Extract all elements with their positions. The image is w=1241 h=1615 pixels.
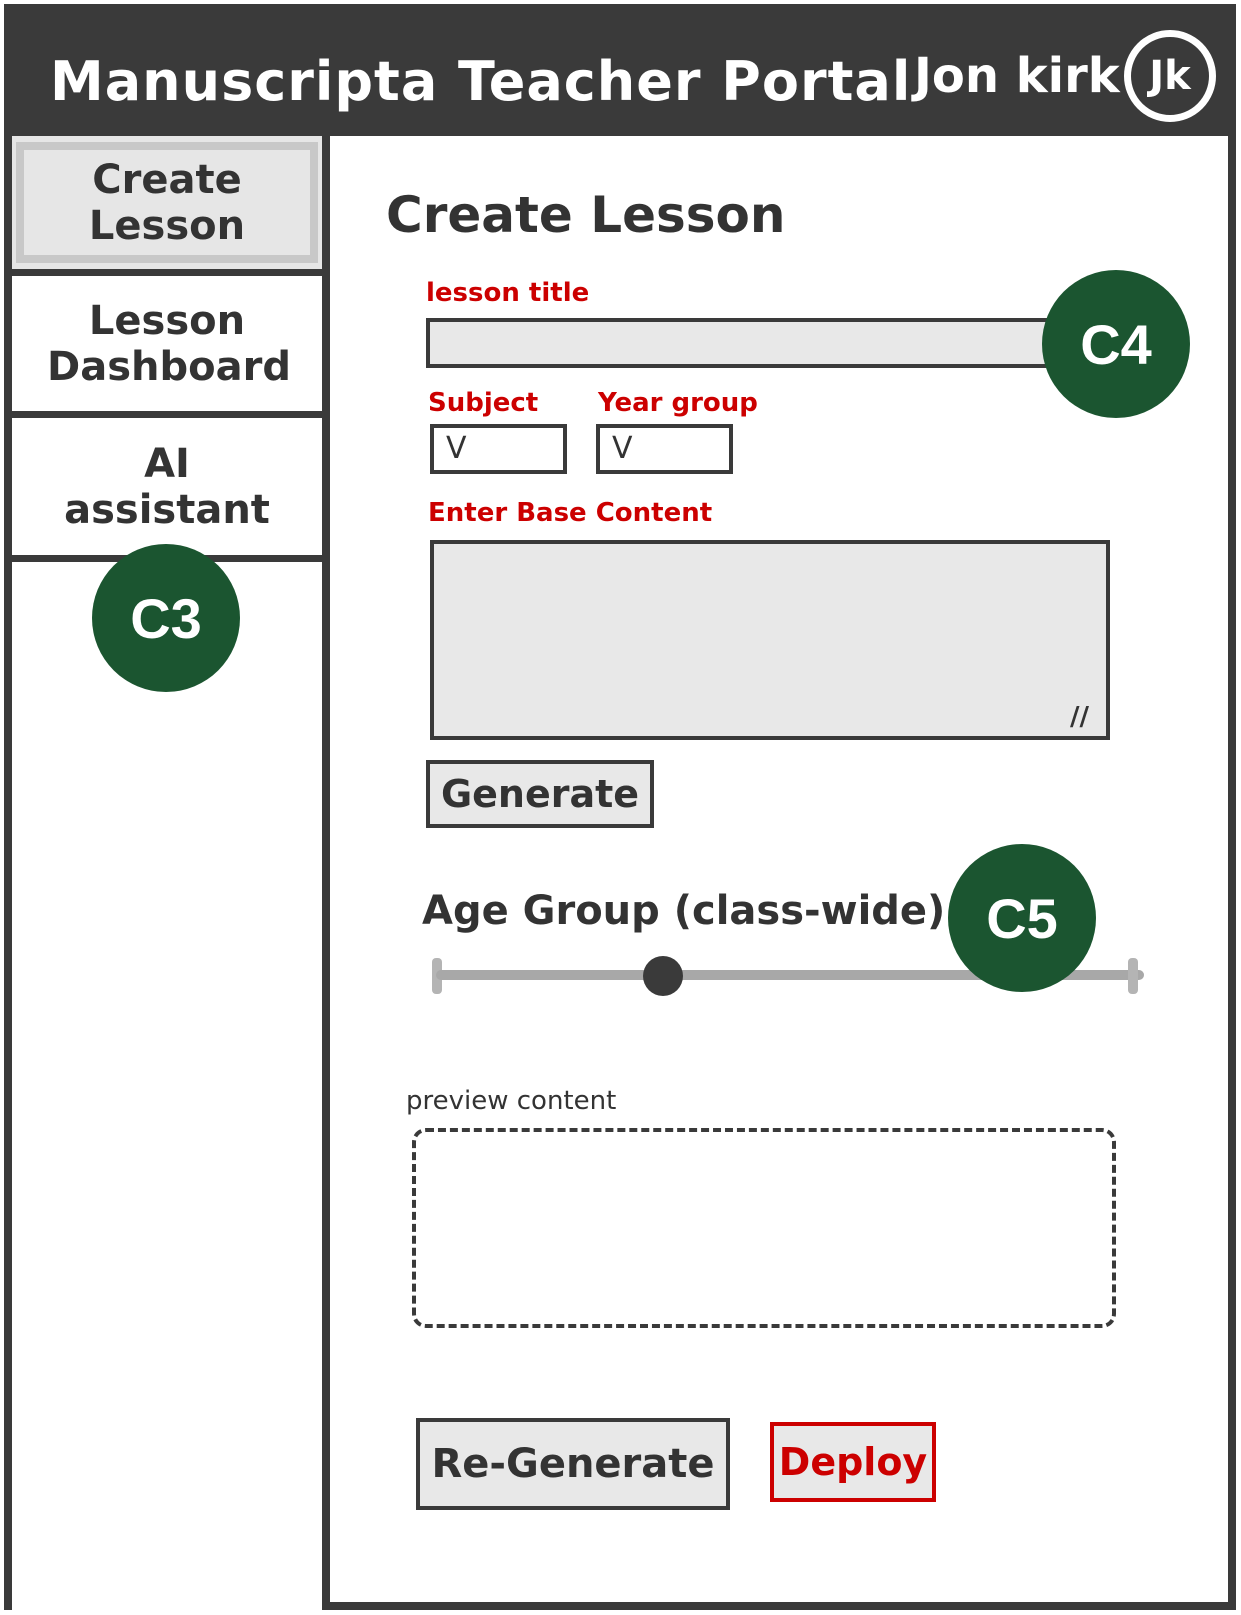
resize-handle-icon[interactable]: // — [1070, 702, 1089, 732]
chevron-down-icon: V — [612, 431, 633, 466]
annotation-badge-c5: C5 — [948, 844, 1096, 992]
slider-max-cap — [1128, 958, 1138, 994]
avatar[interactable]: Jk — [1124, 30, 1216, 122]
user-name[interactable]: Jon kirk — [914, 48, 1120, 104]
app-window — [4, 4, 1236, 1610]
preview-label: preview content — [406, 1086, 617, 1116]
age-group-label: Age Group (class-wide) — [422, 888, 946, 934]
sidebar-item-ai-assistant[interactable] — [12, 418, 322, 562]
preview-content-area — [412, 1128, 1116, 1328]
year-group-label: Year group — [598, 388, 758, 418]
sidebar — [12, 136, 330, 1610]
sidebar-item-label: AI assistant — [64, 440, 270, 533]
page-title: Create Lesson — [386, 186, 786, 244]
chevron-down-icon: V — [446, 431, 467, 466]
base-content-label: Enter Base Content — [428, 498, 713, 528]
subject-label: Subject — [428, 388, 539, 418]
regenerate-button[interactable]: Re-Generate — [416, 1418, 730, 1510]
annotation-badge-c4: C4 — [1042, 270, 1190, 418]
deploy-button[interactable]: Deploy — [770, 1422, 936, 1502]
age-group-slider-thumb[interactable] — [643, 956, 683, 996]
base-content-textarea[interactable] — [430, 540, 1110, 740]
sidebar-item-label: Lesson Dashboard — [47, 297, 291, 390]
sidebar-item-create-lesson[interactable] — [12, 136, 322, 276]
lesson-title-input[interactable] — [426, 318, 1078, 368]
app-title: Manuscripta Teacher Portal — [50, 50, 912, 113]
year-group-select[interactable] — [596, 424, 733, 474]
subject-select[interactable] — [430, 424, 567, 474]
sidebar-item-lesson-dashboard[interactable] — [12, 276, 322, 418]
main-content — [330, 136, 1228, 1610]
lesson-title-label: lesson title — [426, 278, 590, 308]
app-header — [12, 12, 1228, 136]
annotation-badge-c3: C3 — [92, 544, 240, 692]
generate-button[interactable]: Generate — [426, 760, 654, 828]
sidebar-item-label: Create Lesson — [88, 156, 246, 249]
